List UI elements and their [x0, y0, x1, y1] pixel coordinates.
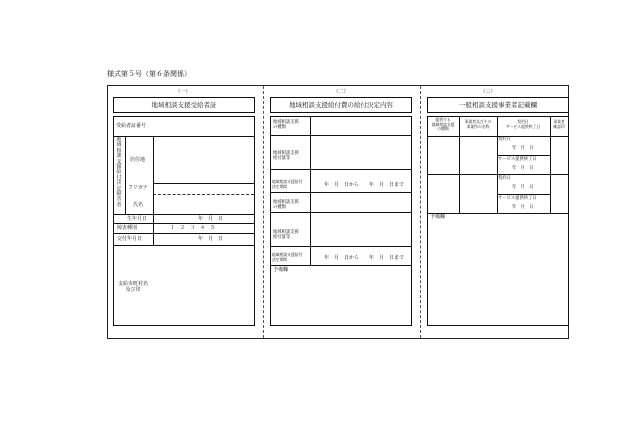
col-service-kind: 提供する 地域相談支援 の種類 [431, 117, 455, 132]
fold-line-1 [263, 86, 264, 338]
disability-options: １ ２ ３ ４ ５ [170, 225, 216, 231]
decision-table [270, 116, 412, 326]
col-seal: 事業者 確認印 [553, 119, 565, 129]
amount-label-2: 地域相談支援 給付量等 [273, 230, 299, 240]
contract-label-2: 契約日 [498, 176, 511, 181]
contract-label-1: 契約日 [498, 137, 511, 142]
issue-date: 年 月 日 [198, 236, 224, 242]
period-label-1: 地域相談支援給付 決定期間 [272, 179, 303, 189]
end-label-2: サービス提供終了日 [498, 196, 537, 201]
name-label: 氏名 [133, 202, 144, 208]
reserve-label-2: 予備欄 [273, 267, 289, 273]
amount-label-1: 地域相談支援 給付量等 [273, 151, 299, 161]
panel-1-title: 地域相談支援受給者証 [113, 97, 255, 113]
fold-line-2 [420, 86, 421, 338]
address-label: 居住地 [130, 157, 146, 163]
period-value-2: 年 月 日から 年 月 日まで [324, 255, 405, 261]
furigana-label: フリガナ [128, 185, 148, 191]
reserve-label-3: 予備欄 [430, 214, 446, 220]
period-value-1: 年 月 日から 年 月 日まで [324, 182, 405, 188]
municipality-label: 支給市町村名 及び印 [117, 281, 148, 293]
issue-label: 交付年月日 [117, 236, 143, 242]
birth-label: 生年月日 [127, 216, 148, 222]
panel-2-marker: （二） [333, 89, 349, 95]
panel-3-title: 一般相談支援事業者記載欄 [427, 97, 569, 113]
panel-1-marker: （一） [175, 89, 191, 95]
disability-label: 障害種別 [117, 225, 138, 231]
cert-number-label: 受給者証番号 [116, 123, 147, 129]
kind-label-2: 地域相談支援 の種類 [273, 200, 299, 210]
panel-2-title: 地域相談支援給付費の給付決定内容 [270, 97, 412, 113]
col-dates: 契約日 サービス提供終了日 [505, 119, 541, 129]
period-label-2: 地域相談支援給付 決定期間 [272, 252, 303, 262]
panel-3-marker: （三） [480, 89, 496, 95]
birth-date: 年 月 日 [198, 216, 224, 222]
end-label-1: サービス提供終了日 [498, 157, 537, 162]
end-date-2: 年 月 日 [512, 205, 534, 210]
contract-date-1: 年 月 日 [512, 146, 534, 151]
end-date-1: 年 月 日 [512, 166, 534, 171]
recipient-group-label: 地域相談支援給付決定障害者 [116, 137, 122, 208]
contract-date-2: 年 月 日 [512, 185, 534, 190]
kind-label-1: 地域相談支援 の種類 [273, 120, 299, 130]
col-provider-name: 事業者及びその 事業所の名称 [464, 119, 492, 129]
form-label: 様式第５号（第６条関係） [107, 70, 191, 78]
provider-table [427, 116, 569, 326]
